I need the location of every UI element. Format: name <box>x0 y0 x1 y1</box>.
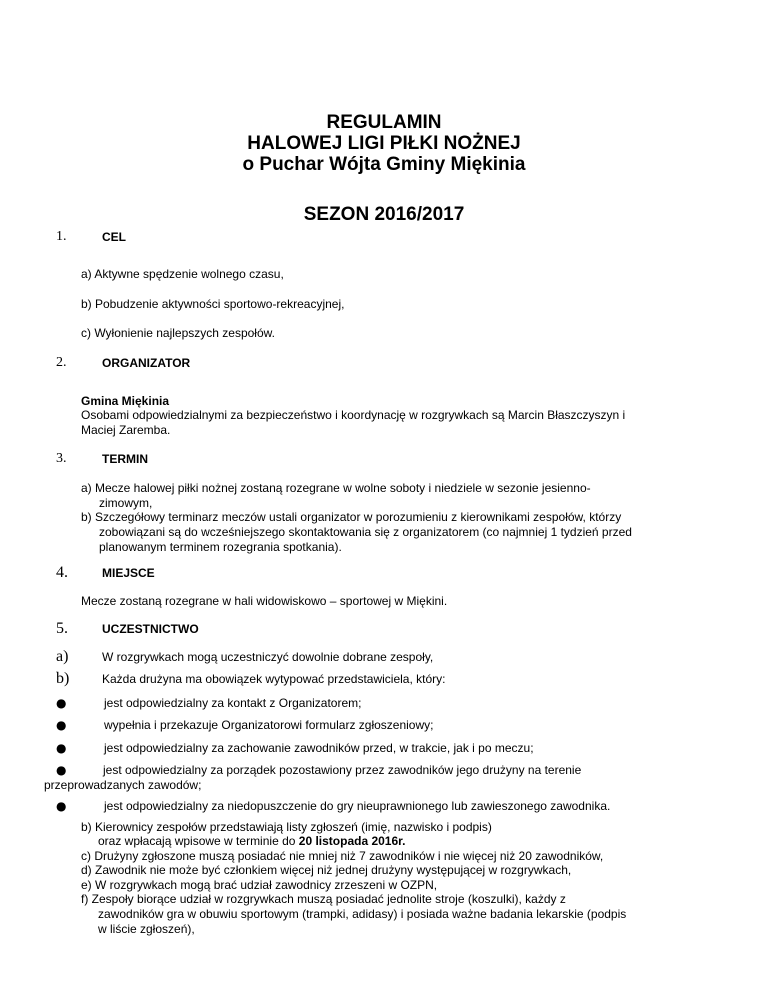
section-3-heading: TERMIN <box>102 452 148 466</box>
section-5-heading: UCZESTNICTWO <box>102 622 199 636</box>
rule-f-line-3: w liście zgłoszeń), <box>98 922 195 936</box>
bullet-item-2: wypełnia i przekazuje Organizatorowi formularz zgłoszeniowy; <box>104 718 434 732</box>
title-league: HALOWEJ LIGI PIŁKI NOŻNEJ <box>247 133 521 154</box>
section-2-number: 2. <box>56 355 67 370</box>
bullet-item-4-line-2: przeprowadzanych zawodów; <box>44 778 202 792</box>
section-3-number: 3. <box>56 451 67 466</box>
organizer-name: Gmina Miękinia <box>81 394 170 408</box>
term-item-b-line-2: zobowiązani są do wcześniejszego skontaktowania się z organizatorem (co najmniej 1 tydzień przed <box>99 525 632 539</box>
bullet-icon: ● <box>56 763 67 777</box>
bullet-item-1: jest odpowiedzialny za kontakt z Organizatorem; <box>104 696 362 710</box>
bullet-icon: ● <box>56 696 67 710</box>
rule-c: c) Drużyny zgłoszone muszą posiadać nie mniej niż 7 zawodników i nie więcej niż 20 zawodników, <box>81 849 604 863</box>
participation-a-text: W rozgrywkach mogą uczestniczyć dowolnie dobrane zespoły, <box>102 650 434 664</box>
rule-b-line-2-text: oraz wpłacają wpisowe w terminie do <box>98 834 299 848</box>
bullet-item-4-line-1: jest odpowiedzialny za porządek pozostawiony przez zawodników jego drużyny na terenie <box>103 763 582 777</box>
participation-a-label: a) <box>56 648 69 665</box>
section-4-heading: MIEJSCE <box>102 566 155 580</box>
section-4-number: 4. <box>56 564 68 581</box>
section-1-item-c: c) Wyłonienie najlepszych zespołów. <box>81 326 275 340</box>
title-regulamin: REGULAMIN <box>326 112 442 133</box>
title-season: SEZON 2016/2017 <box>303 204 465 225</box>
bullet-icon: ● <box>56 718 67 732</box>
bullet-icon: ● <box>56 799 67 813</box>
term-item-b-line-3: planowanym terminem rozegrania spotkania). <box>99 540 342 554</box>
section-1-number: 1. <box>56 229 67 244</box>
place-text: Mecze zostaną rozegrane w hali widowiskowo – sportowej w Miękini. <box>81 594 448 608</box>
term-item-b-line-1: b) Szczegółowy terminarz meczów ustali organizator w porozumieniu z kierownikami zespołów, którzy <box>81 510 622 524</box>
rule-b-line-1: b) Kierownicy zespołów przedstawiają listy zgłoszeń (imię, nazwisko i podpis) <box>81 820 492 834</box>
section-1-heading: CEL <box>102 230 126 244</box>
bullet-item-3: jest odpowiedzialny za zachowanie zawodników przed, w trakcie, jak i po meczu; <box>104 741 534 755</box>
participation-b-text: Każda drużyna ma obowiązek wytypować przedstawiciela, który: <box>102 672 446 686</box>
bullet-item-5: jest odpowiedzialny za niedopuszczenie do gry nieuprawnionego lub zawieszonego zawodnika. <box>104 799 611 813</box>
section-1-item-a: a) Aktywne spędzenie wolnego czasu, <box>81 267 284 281</box>
section-5-number: 5. <box>56 620 68 637</box>
organizer-text-line-1: Osobami odpowiedzialnymi za bezpieczeństwo i koordynację w rozgrywkach są Marcin Błaszczyszyn i <box>81 408 626 422</box>
rule-d: d) Zawodnik nie może być członkiem więcej niż jednej drużyny występującej w rozgrywkach, <box>81 863 572 877</box>
rule-f-line-2: zawodników gra w obuwiu sportowym (trampki, adidasy) i posiada ważne badania lekarskie (podpis <box>98 907 627 921</box>
rule-f-line-1: f) Zespoły biorące udział w rozgrywkach muszą posiadać jednolite stroje (koszulki), każdy z <box>81 892 566 906</box>
rule-b-line-2 <box>98 834 406 849</box>
title-cup: o Puchar Wójta Gminy Miękinia <box>242 154 526 175</box>
organizer-text-line-2: Maciej Zaremba. <box>81 423 171 437</box>
bullet-icon: ● <box>56 741 67 755</box>
term-item-a-line-2: zimowym, <box>99 496 153 510</box>
term-item-a-line-1: a) Mecze halowej piłki nożnej zostaną rozegrane w wolne soboty i niedziele w sezonie jesienno- <box>81 481 591 495</box>
rule-e: e) W rozgrywkach mogą brać udział zawodnicy zrzeszeni w OZPN, <box>81 878 438 892</box>
rule-b-deadline: 20 listopada 2016r. <box>298 834 406 848</box>
participation-b-label: b) <box>56 670 70 687</box>
section-2-heading: ORGANIZATOR <box>102 356 191 370</box>
section-1-item-b: b) Pobudzenie aktywności sportowo-rekreacyjnej, <box>81 297 345 311</box>
